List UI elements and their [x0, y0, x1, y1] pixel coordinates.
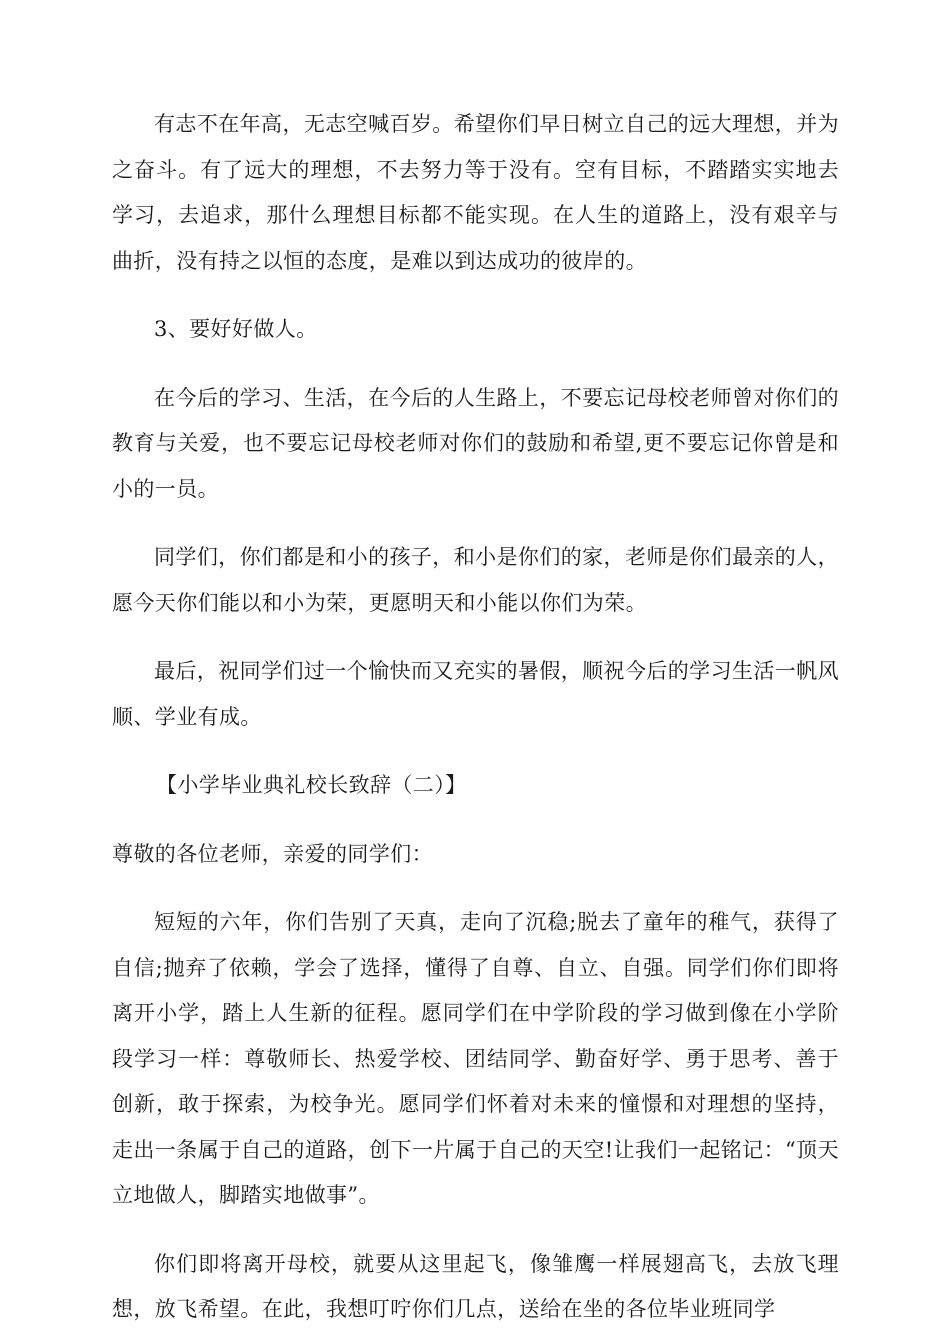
paragraph-proud: 同学们，你们都是和小的孩子，和小是你们的家，老师是你们最亲的人，愿今天你们能以和小为荣，更愿明天和小能以你们为荣。 — [112, 545, 839, 615]
paragraph-point-3: 3、要好好做人。 — [154, 317, 318, 341]
paragraph-six-years: 短短的六年，你们告别了天真，走向了沉稳;脱去了童年的稚气，获得了自信;抛弃了依赖，学会了选择，懂得了自尊、自立、自强。同学们你们即将离开小学，踏上人生新的征程。愿同学们在中学阶段的学习做到像在小学阶段学习一样：尊敬师长、热爱学校、团结同学、勤奋好学、勇于思考、善于创新，敢于探索，为校争光。愿同学们怀着对未来的憧憬和对理想的坚持，走出一条属于自己的道路，创下一片属于自己的天空!让我们一起铭记：“顶天立地做人，脚踏实地做事”。 — [112, 910, 839, 1207]
paragraph-gap — [112, 284, 839, 307]
paragraph-gap — [112, 353, 839, 376]
paragraph-closing-wishes: 最后，祝同学们过一个愉快而又充实的暑假，顺祝今后的学习生活一帆风顺、学业有成。 — [112, 659, 839, 729]
paragraph-gap — [112, 626, 839, 649]
paragraph-gap — [112, 877, 839, 900]
document-body — [112, 102, 839, 1333]
salutation: 尊敬的各位老师，亲爱的同学们： — [112, 841, 433, 866]
paragraph-gap — [112, 512, 839, 535]
section-heading: 【小学毕业典礼校长致辞（二）】 — [156, 773, 467, 797]
paragraph-remember-school: 在今后的学习、生活，在今后的人生路上，不要忘记母校老师曾对你们的教育与关爱，也不要忘记母校老师对你们的鼓励和希望,更不要忘记你曾是和小的一员。 — [112, 385, 839, 501]
paragraph-take-off: 你们即将离开母校，就要从这里起飞，像雏鹰一样展翅高飞，去放飞理想，放飞希望。在此，我想叮咛你们几点，送给在坐的各位毕业班同学 — [112, 1251, 839, 1321]
paragraph-ambition: 有志不在年高，无志空喊百岁。希望你们早日树立自己的远大理想，并为之奋斗。有了远大的理想，不去努力等于没有。空有目标，不踏踏实实地去学习，去追求，那什么理想目标都不能实现。在人生的道路上，没有艰辛与曲折，没有持之以恒的态度，是难以到达成功的彼岸的。 — [112, 112, 839, 273]
paragraph-gap — [112, 809, 839, 832]
paragraph-gap — [112, 740, 839, 763]
paragraph-gap — [112, 1219, 839, 1242]
